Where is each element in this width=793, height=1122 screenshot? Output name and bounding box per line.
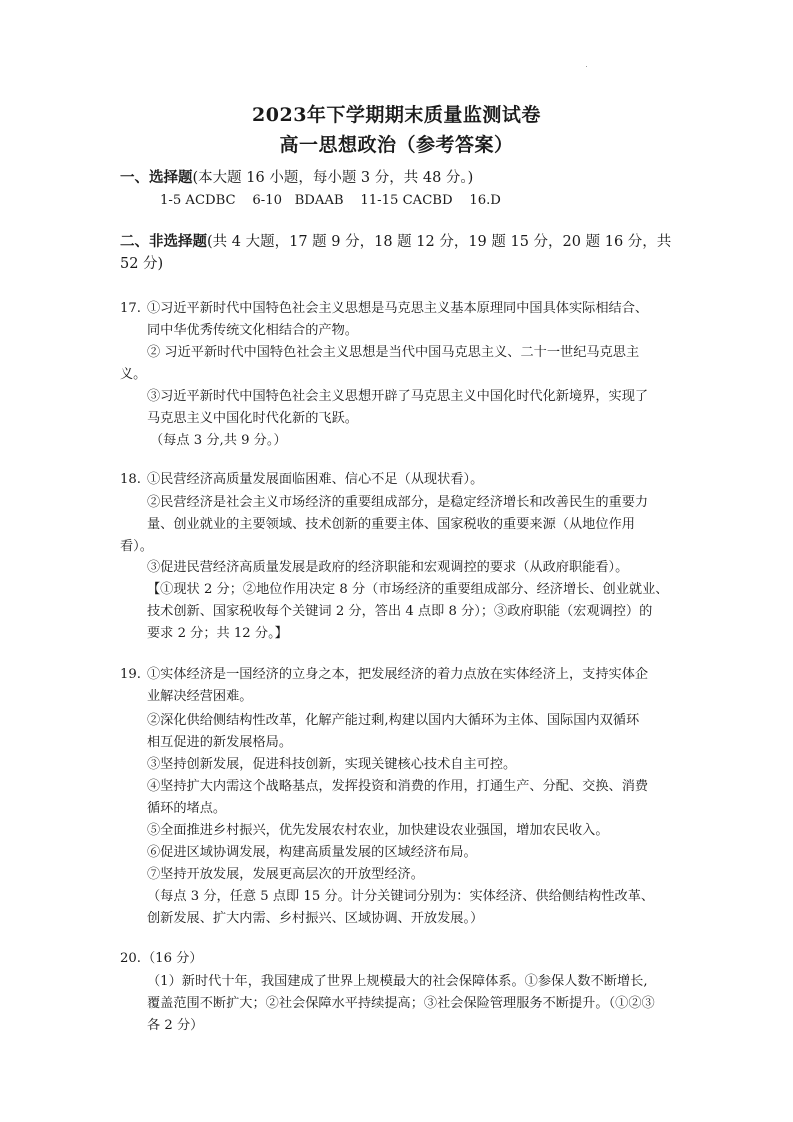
q19-scoring: （每点 3 分，任意 5 点即 15 分。计分关键词分别为：实体经济、供给侧结构性改革、	[147, 889, 655, 904]
q18-line: ①民营经济高质量发展面临困难、信心不足（从现状看）。	[147, 472, 484, 487]
exam-subtitle: 高一思想政治（参考答案）	[279, 134, 514, 156]
q17-scoring: （每点 3 分,共 9 分。）	[150, 433, 287, 448]
q19-number: 19.	[120, 667, 141, 682]
q19-line: ⑤全面推进乡村振兴，优先发展农村农业，加快建设农业强国，增加农民收入。	[147, 823, 609, 838]
q19-line: 相互促进的新发展格局。	[147, 735, 293, 750]
q19-line: 循环的堵点。	[147, 801, 227, 816]
section1-answers: 1-5 ACDBC 6-10 BDAAB 11-15 CACBD 16.D	[160, 193, 501, 208]
section2-header	[120, 232, 671, 252]
q17-number: 17.	[120, 301, 141, 316]
q20-line: 各 2 分）	[147, 1018, 204, 1033]
q20-number: 20.	[120, 951, 141, 966]
section1-note: (本大题 16 小题，每小题 3 分，共 48 分。)	[192, 170, 474, 186]
q17-line: ③习近平新时代中国特色社会主义思想开辟了马克思主义中国化时代化新境界，实现了	[147, 389, 649, 404]
q18-line: ③促进民营经济高质量发展是政府的经济职能和宏观调控的要求（从政府职能看）。	[147, 560, 629, 575]
q18-scoring: 要求 2 分；共 12 分。】	[147, 626, 288, 641]
exam-title: 2023年下学期期末质量监测试卷	[252, 104, 541, 126]
section2-note-line1: (共 4 大题，17 题 9 分，18 题 12 分，19 题 15 分，20 题 16 分，共	[207, 234, 672, 250]
q17-line: 马克思主义中国化时代化新的飞跃。	[147, 411, 358, 426]
q17-line: ①习近平新时代中国特色社会主义思想是马克思主义基本原理同中国具体实际相结合、	[147, 301, 649, 316]
q18-scoring: 【①现状 2 分；②地位作用决定 8 分（市场经济的重要组成部分、经济增长、创业就业、	[147, 582, 669, 597]
q19-line: ②深化供给侧结构性改革，化解产能过剩,构建以国内大循环为主体、国际国内双循环	[147, 713, 640, 728]
q19-line: ④坚持扩大内需这个战略基点，发挥投资和消费的作用，打通生产、分配、交换、消费	[147, 779, 649, 794]
q18-scoring: 技术创新、国家税收每个关键词 2 分，答出 4 点即 8 分）；③政府职能（宏观调控）的	[147, 604, 653, 619]
q18-line: 看）。	[120, 539, 153, 554]
q18-line: ②民营经济是社会主义市场经济的重要组成部分，是稳定经济增长和改善民生的重要力	[147, 495, 649, 510]
q18-line: 量、创业就业的主要领域、技术创新的重要主体、国家税收的重要来源（从地位作用	[147, 517, 635, 532]
q19-line: ⑥促进区域协调发展，构建高质量发展的区域经济布局。	[147, 845, 477, 860]
q17-line: 同中华优秀传统文化相结合的产物。	[147, 323, 358, 338]
q19-line: ①实体经济是一国经济的立身之本，把发展经济的着力点放在实体经济上，支持实体企	[147, 667, 649, 682]
q20-line: 覆盖范围不断扩大；②社会保障水平持续提高；③社会保险管理服务不断提升。（①②③	[147, 996, 655, 1011]
section1-heading: 一、选择题	[120, 169, 193, 186]
q19-line: ③坚持创新发展，促进科技创新，实现关键核心技术自主可控。	[147, 757, 517, 772]
q19-line: ⑦坚持开放发展，发展更高层次的开放型经济。	[147, 867, 424, 882]
q17-line: ② 习近平新时代中国特色社会主义思想是当代中国马克思主义、二十一世纪马克思主	[147, 345, 640, 360]
section1-header	[120, 168, 473, 188]
section2-note-line2: 52 分)	[120, 256, 164, 272]
q19-scoring: 创新发展、扩大内需、乡村振兴、区域协调、开放发展。）	[147, 911, 484, 926]
scan-speck	[586, 66, 587, 67]
section2-heading: 二、非选择题	[120, 233, 207, 250]
q20-score: （16 分）	[142, 951, 203, 966]
q20-line: （1）新时代十年，我国建成了世界上规模最大的社会保障体系。①参保人数不断增长,	[147, 974, 648, 989]
q17-line: 义。	[120, 367, 147, 382]
q19-line: 业解决经营困难。	[147, 689, 253, 704]
q18-number: 18.	[120, 472, 141, 487]
